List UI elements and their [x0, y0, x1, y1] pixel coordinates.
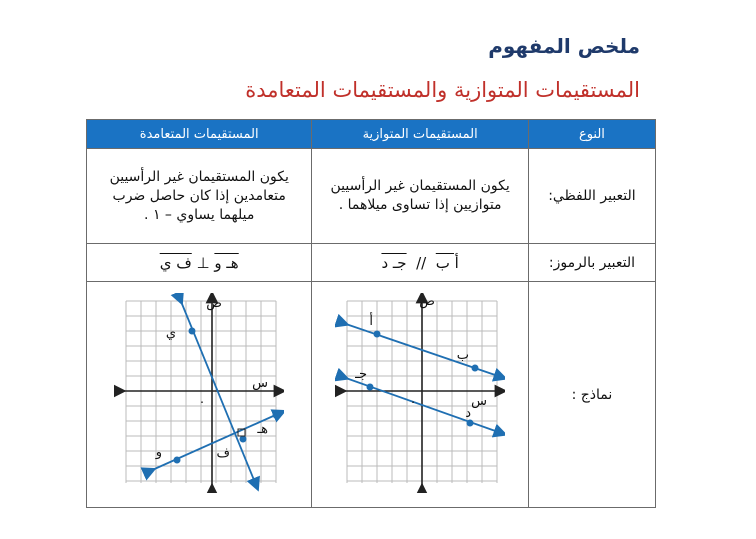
- point-h-label: هـ: [257, 421, 269, 437]
- perp-origin-label: .: [200, 391, 205, 406]
- parallel-origin-label: .: [411, 391, 416, 406]
- segment-hw: هـ و: [214, 253, 239, 272]
- points: [174, 327, 280, 463]
- perpendicular-lines-graph: [114, 293, 284, 493]
- point-f-label: ف: [216, 445, 231, 461]
- point-a-label: أ: [369, 313, 374, 329]
- point-d-label: د: [465, 405, 472, 421]
- parallel-y-axis-label: ص: [419, 293, 436, 309]
- segment-cd: جـ د: [381, 253, 407, 272]
- parallel-symbol: //: [416, 253, 427, 272]
- segment-ab: أ ب: [435, 253, 459, 272]
- summary-table: [86, 119, 656, 508]
- point-w-label: و: [155, 444, 163, 460]
- header-perpendicular: المستقيمات المتعامدة: [87, 120, 312, 149]
- perp-x-axis-label: س: [252, 375, 269, 391]
- perpendicular-graph-cell: [87, 282, 312, 508]
- axes: [341, 297, 501, 489]
- verbal-label: التعبير اللفظي:: [528, 149, 655, 244]
- perp-y-axis-label: ص: [206, 295, 223, 311]
- parallel-graph-cell: [312, 282, 528, 508]
- symbolic-perpendicular: [87, 244, 312, 282]
- models-label: نماذج :: [528, 282, 655, 508]
- verbal-perpendicular: يكون المستقيمان غير الرأسيين متعامدين إذا كان حاصل ضرب ميلهما يساوي – ١ .: [87, 149, 312, 244]
- perpendicular-symbol: ⊥: [196, 253, 210, 272]
- point-b-label: ب: [456, 347, 470, 363]
- header-parallel: المستقيمات المتوازية: [312, 120, 528, 149]
- concept-summary-title: ملخص المفهوم: [488, 34, 640, 58]
- table-row-verbal: [87, 149, 656, 244]
- segment-fy: ف ي: [159, 253, 192, 272]
- table-header-row: [87, 120, 656, 149]
- point-c-label: جـ: [355, 366, 368, 382]
- header-type: النوع: [528, 120, 655, 149]
- table-row-symbolic: [87, 244, 656, 282]
- verbal-parallel: يكون المستقيمان غير الرأسيين متوازيين إذا تساوى ميلاهما .: [312, 149, 528, 244]
- parallel-lines-graph: [335, 293, 505, 493]
- point-y-label: ي: [166, 325, 177, 341]
- symbolic-parallel: [312, 244, 528, 282]
- table-row-models: [87, 282, 656, 508]
- symbolic-label: التعبير بالرموز:: [528, 244, 655, 282]
- parallel-x-axis-label: س: [471, 393, 488, 409]
- lesson-subtitle: المستقيمات المتوازية والمستقيمات المتعامدة: [245, 78, 640, 102]
